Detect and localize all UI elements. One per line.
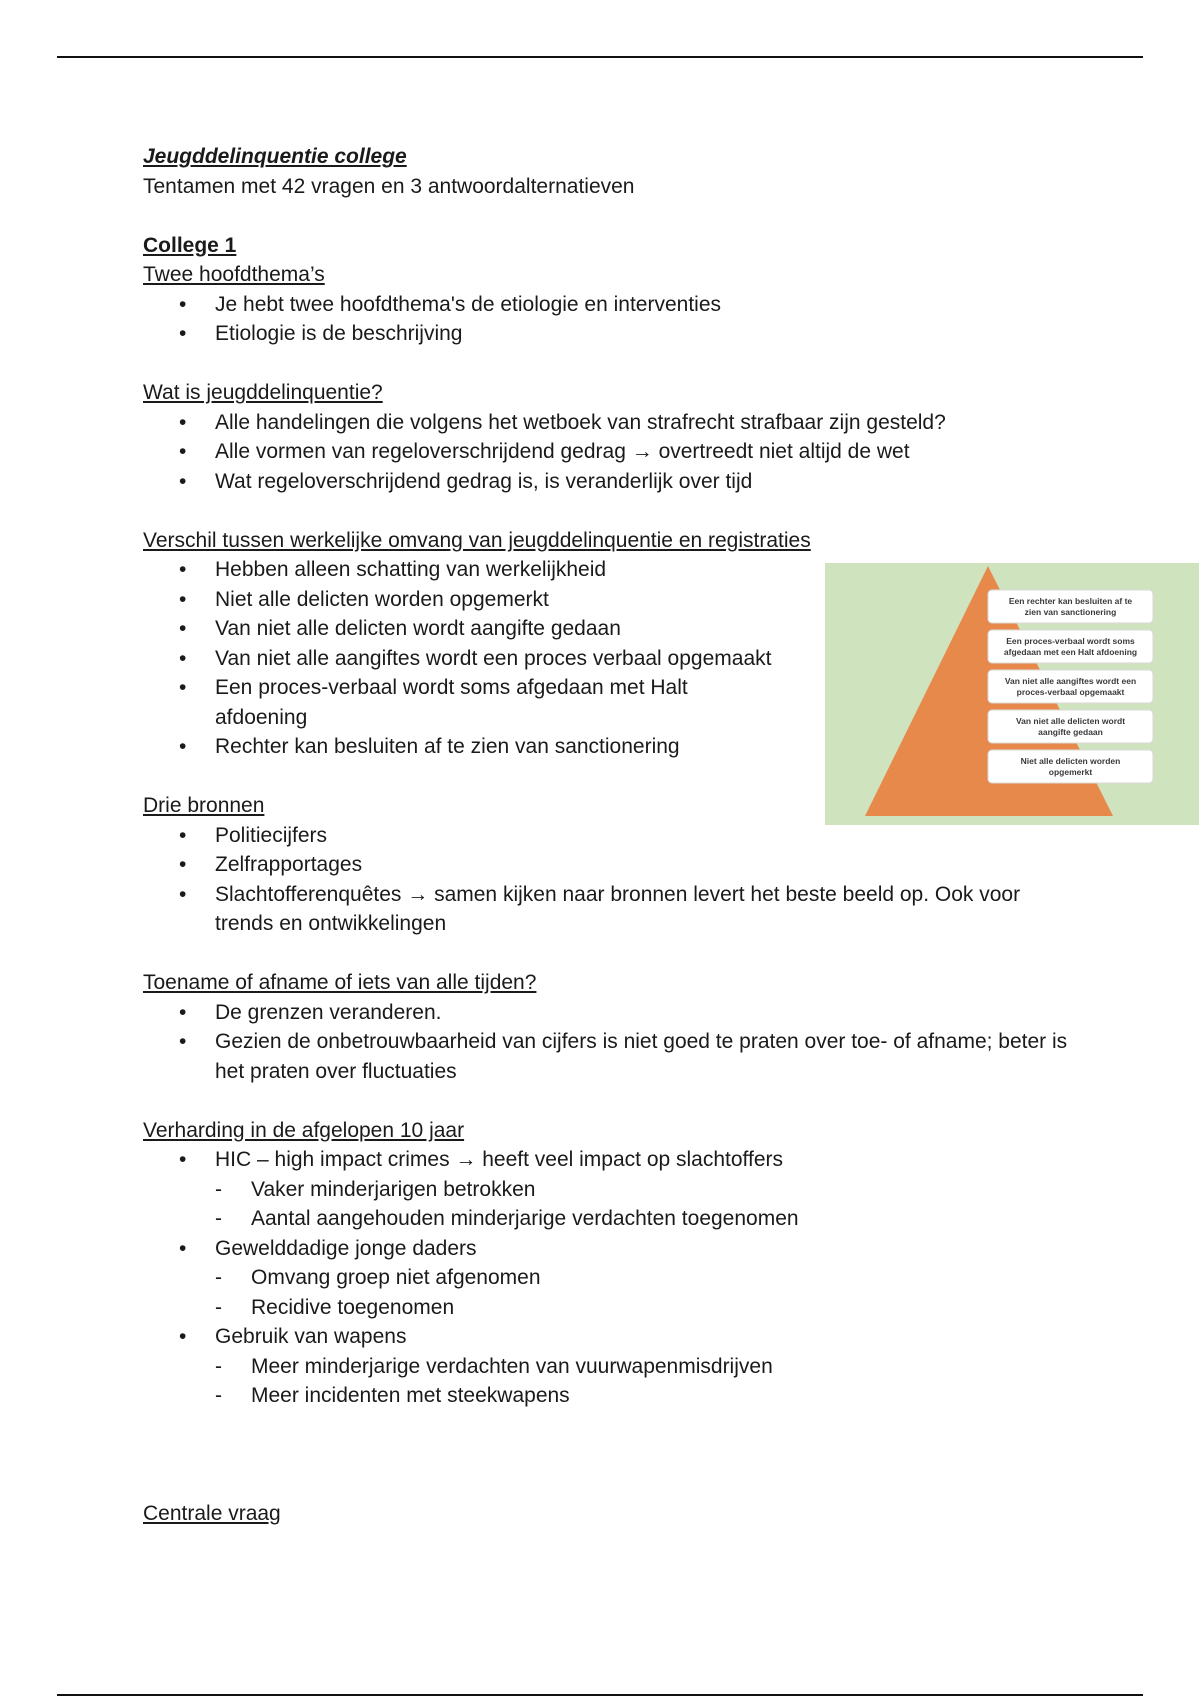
list-item: • Alle handelingen die volgens het wetboek van strafrecht strafbaar zijn gesteld? <box>143 408 1073 438</box>
list-item: • Etiologie is de beschrijving <box>143 319 1073 349</box>
footer-rule <box>57 1694 1143 1696</box>
section-heading-themes: Twee hoofdthema’s <box>143 263 325 286</box>
registration-pyramid-diagram <box>825 563 1199 825</box>
section-heading-definition: Wat is jeugddelinquentie? <box>143 381 383 404</box>
sub-list-item: - Aantal aangehouden minderjarige verdachten toegenomen <box>215 1204 1073 1234</box>
section-heading-hardening: Verharding in de afgelopen 10 jaar <box>143 1118 465 1142</box>
list-item <box>143 1234 1073 1323</box>
pyramid-level-text: Een rechter kan besluiten af te <box>1008 596 1133 606</box>
list-item: • Zelfrapportages <box>143 850 1073 880</box>
list-item-label: HIC – high impact crimes → heeft veel impact op slachtoffers <box>215 1148 784 1171</box>
pyramid-level-text: proces-verbaal opgemaakt <box>1016 687 1125 697</box>
pyramid-level-text: Van niet alle delicten wordt <box>1015 716 1126 726</box>
sub-list-item: - Meer minderjarige verdachten van vuurwapenmisdrijven <box>215 1352 1073 1382</box>
section-heading-trend: Toename of afname of iets van alle tijden? <box>143 971 537 994</box>
trend-list <box>143 998 1073 1087</box>
college-heading: College 1 <box>143 233 237 257</box>
pyramid-level-text: afgedaan met een Halt afdoening <box>1003 647 1138 657</box>
sub-list-item: - Omvang groep niet afgenomen <box>215 1263 1073 1293</box>
list-item: • De grenzen veranderen. <box>143 998 1073 1028</box>
list-item: • Slachtofferenquêtes → samen kijken naar bronnen levert het beste beeld op. Ook voor trends en ontwikkelingen <box>143 880 1073 939</box>
list-item: • Gezien de onbetrouwbaarheid van cijfers is niet goed te praten over toe- of afname; beter is het praten over fluctuaties <box>143 1027 1073 1086</box>
list-item: • Van niet alle aangiftes wordt een proces verbaal opgemaakt <box>143 644 1073 674</box>
list-item-label: Gewelddadige jonge daders <box>215 1236 477 1260</box>
pyramid-level-text: Een proces-verbaal wordt soms <box>1006 636 1135 646</box>
sources-list <box>143 821 1073 939</box>
themes-list <box>143 290 1073 349</box>
pyramid-level-text: opgemerkt <box>1048 767 1093 777</box>
list-item: • Politiecijfers <box>143 821 1073 851</box>
list-item: • Niet alle delicten worden opgemerkt <box>143 585 1073 615</box>
list-item <box>143 1145 1073 1234</box>
sub-list-item: - Recidive toegenomen <box>215 1293 1073 1323</box>
pyramid-level-text: zien van sanctionering <box>1024 607 1117 617</box>
document-body <box>143 142 1073 1529</box>
list-item: • Van niet alle delicten wordt aangifte gedaan <box>143 614 1073 644</box>
list-item: • Wat regeloverschrijdend gedrag is, is veranderlijk over tijd <box>143 467 1073 497</box>
sub-list <box>215 1263 1073 1322</box>
list-item: • Alle vormen van regeloverschrijdend gedrag → overtreedt niet altijd de wet <box>143 437 1073 467</box>
sub-list-item: - Meer incidenten met steekwapens <box>215 1381 1073 1411</box>
list-item: • Hebben alleen schatting van werkelijkheid <box>143 555 1073 585</box>
document-title: Jeugddelinquentie college <box>143 145 407 168</box>
sub-list-item: - Vaker minderjarigen betrokken <box>215 1175 1073 1205</box>
section-heading-sources: Drie bronnen <box>143 794 265 817</box>
section-heading-central: Centrale vraag <box>143 1502 281 1525</box>
pyramid-level-text: Niet alle delicten worden <box>1020 756 1121 766</box>
list-item-label: Gebruik van wapens <box>215 1325 407 1348</box>
intro-text: Tentamen met 42 vragen en 3 antwoordalternatieven <box>143 174 635 198</box>
definition-list <box>143 408 1073 497</box>
hardening-list <box>143 1145 1073 1411</box>
sub-list <box>215 1175 1073 1234</box>
pyramid-level-text: Van niet alle aangiftes wordt een <box>1004 676 1137 686</box>
list-item <box>143 1322 1073 1411</box>
pyramid-level-text: aangifte gedaan <box>1038 727 1103 737</box>
section-heading-difference: Verschil tussen werkelijke omvang van jeugddelinquentie en registraties <box>143 528 811 552</box>
list-item: • Een proces-verbaal wordt soms afgedaan met Halt afdoening <box>143 673 715 732</box>
header-rule <box>57 56 1143 58</box>
list-item: • Rechter kan besluiten af te zien van sanctionering <box>143 732 1073 762</box>
sub-list <box>215 1352 1073 1411</box>
list-item: • Je hebt twee hoofdthema's de etiologie en interventies <box>143 290 1073 320</box>
